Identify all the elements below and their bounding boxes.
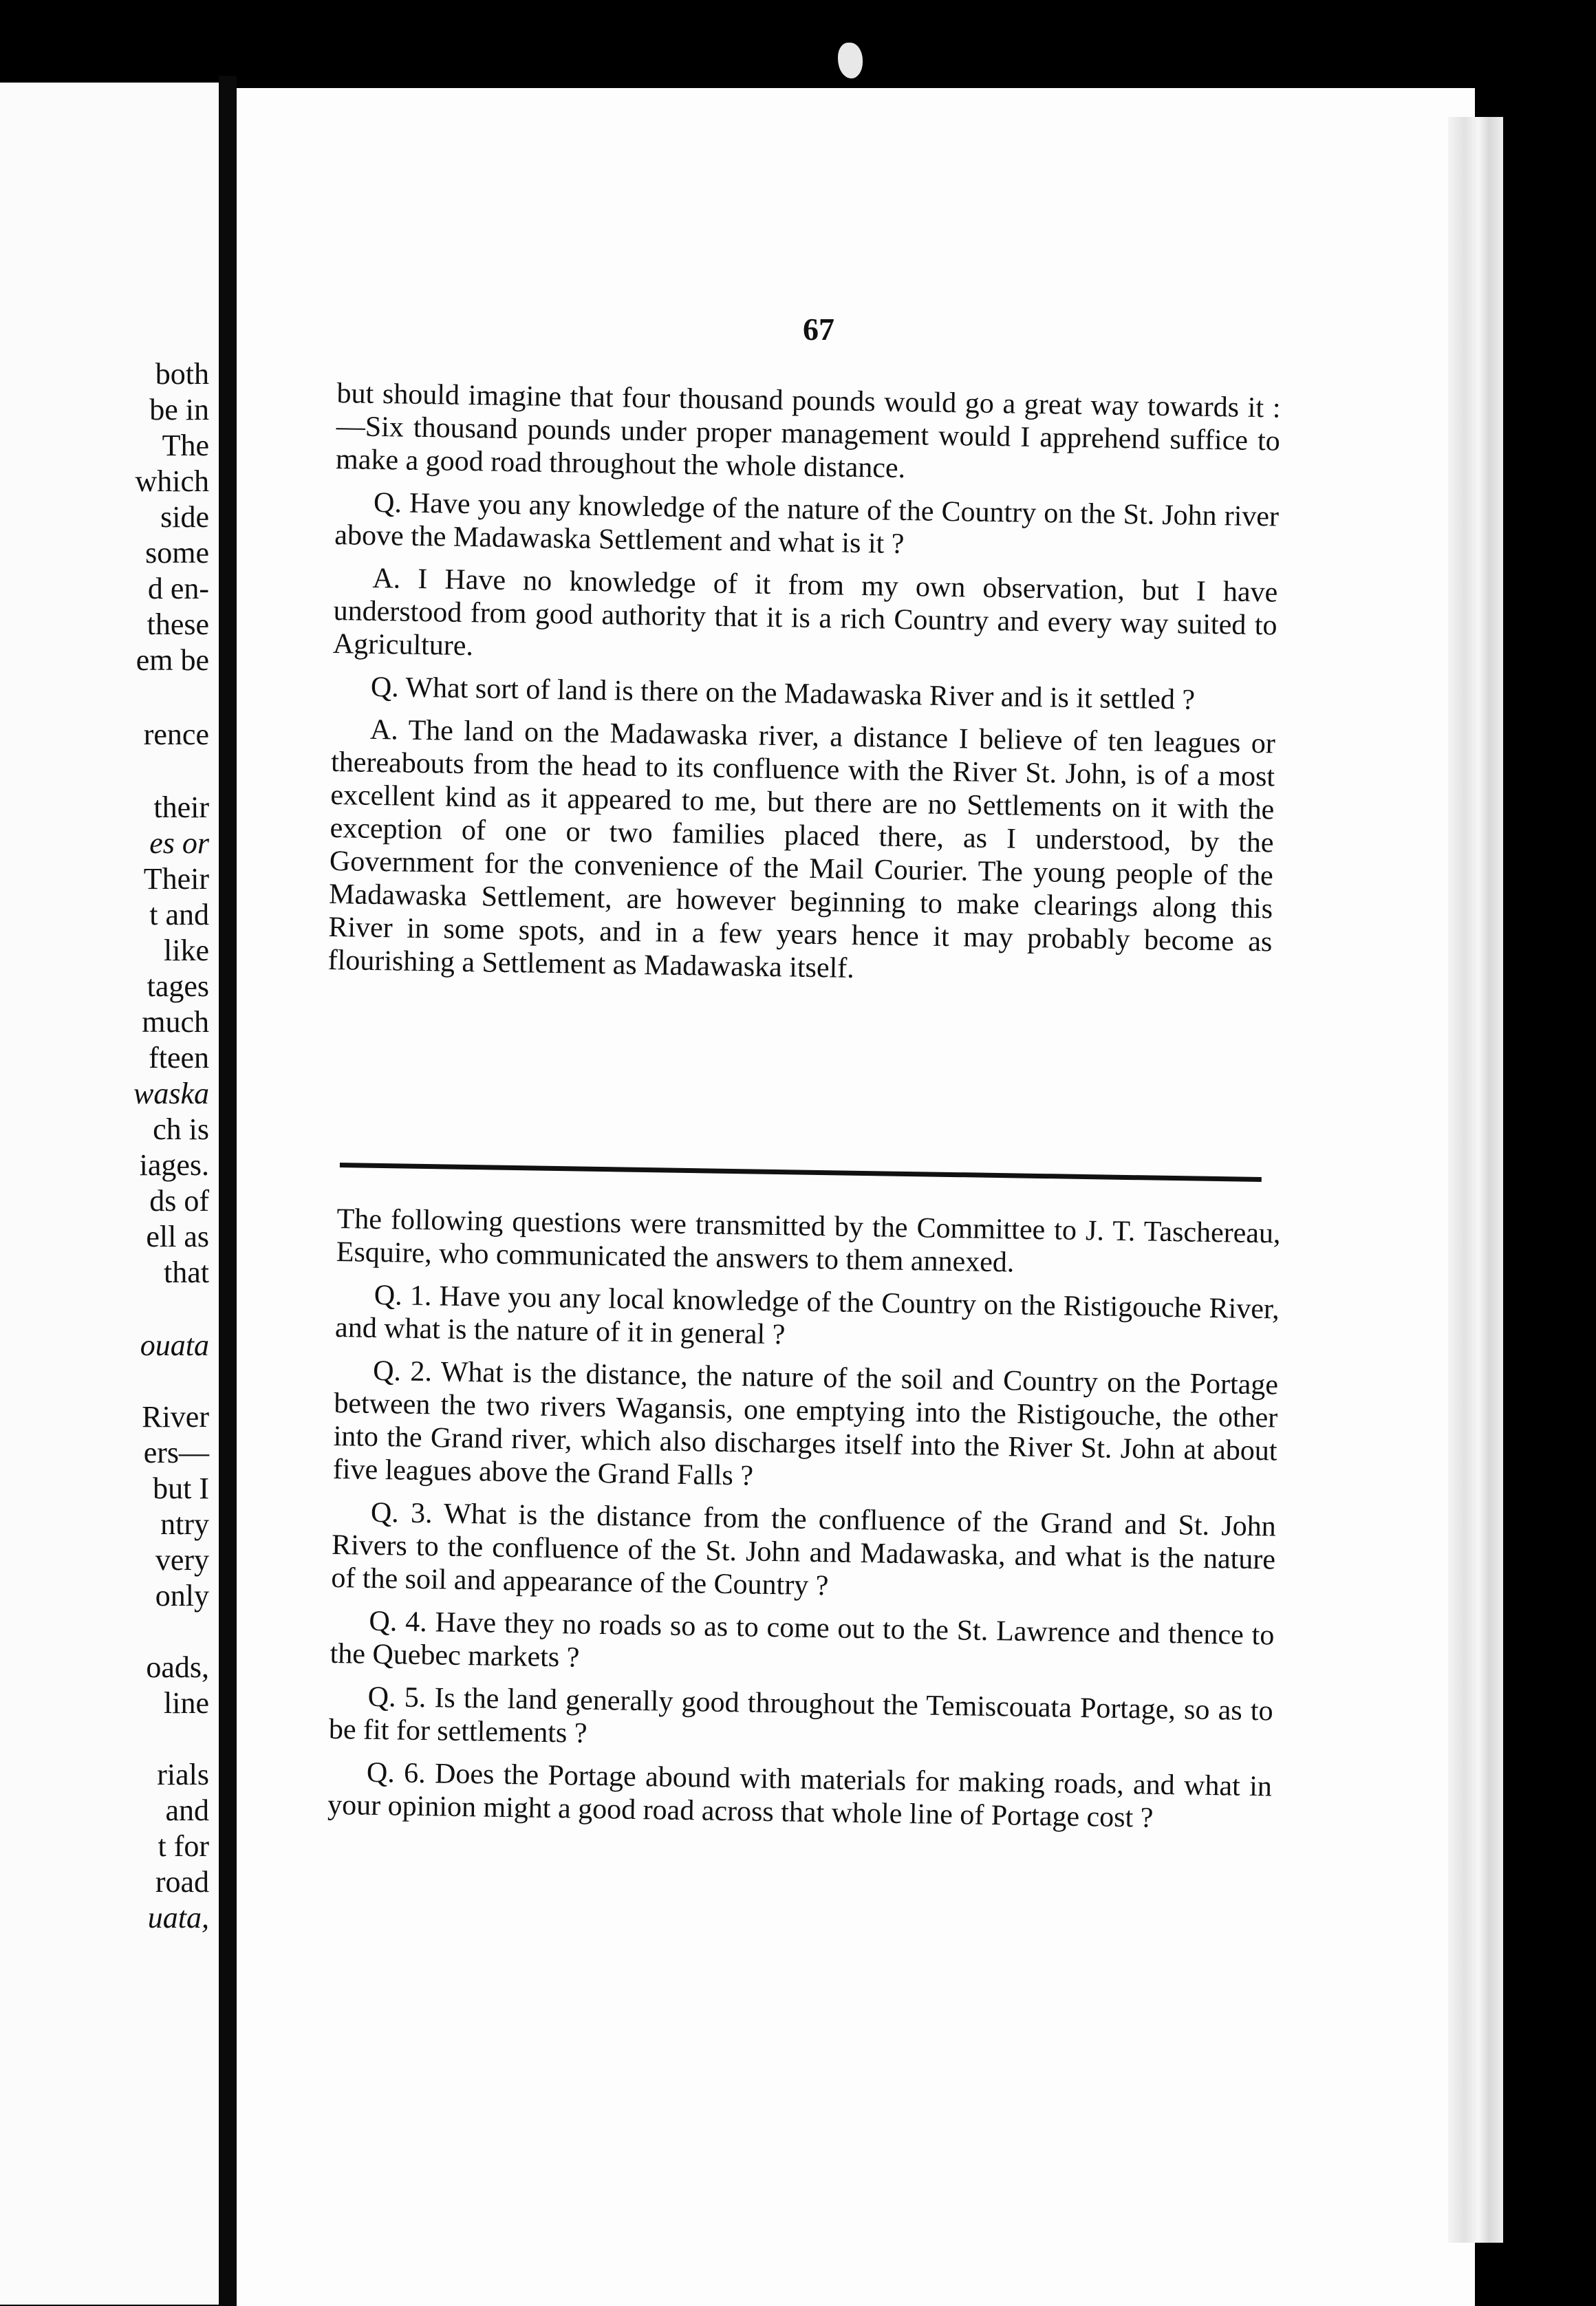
left-page-line: but I [153, 1472, 209, 1505]
left-page-line: ntry [160, 1507, 209, 1541]
left-page-line: both [155, 357, 209, 391]
left-page-line: iages. [139, 1148, 209, 1182]
left-page-line: em be [136, 643, 209, 677]
left-page-line: ouata [140, 1328, 209, 1362]
question-paragraph: Q. 4. Have they no roads so as to come out to the St. Lawrence and thence to the Quebec markets ? [330, 1605, 1275, 1674]
question-paragraph: Q. 5. Is the land generally good throughout the Temiscouata Portage, so as to be fit for settlements ? [328, 1681, 1273, 1749]
left-page-line: waska [133, 1077, 209, 1110]
left-page-line: that [164, 1256, 209, 1289]
left-page-line: road [155, 1865, 209, 1899]
page-number: 67 [803, 312, 834, 347]
left-page-line: ch is [153, 1112, 209, 1146]
left-page-line: very [155, 1543, 209, 1577]
left-page-line: rence [143, 718, 209, 751]
testimony-continued [327, 377, 1281, 1001]
paragraph: but should imagine that four thousand pounds would go a great way towards it :—Six thousand pounds under proper management would I apprehend suffice to make a good road throughout the whole distance. [335, 377, 1281, 484]
book-spine-gutter [219, 76, 237, 2306]
question-paragraph: Q. What sort of land is there on the Madawaska River and is it settled ? [370, 671, 1196, 716]
left-page-line: tages [147, 969, 209, 1003]
left-page-line: d en- [147, 572, 209, 605]
left-page-line: rials [157, 1758, 209, 1791]
left-page-line: these [147, 607, 209, 641]
ink-blot-mark [838, 43, 863, 78]
answer-paragraph: A. I Have no knowledge of it from my own observation, but I have understood from good authority that it is a rich Country and every way suited to Agriculture. [332, 562, 1278, 662]
left-page-line: Their [143, 862, 209, 896]
previous-page-fragment [0, 83, 219, 2305]
question-paragraph: Q. 3. What is the distance from the confluence of the Grand and St. John Rivers to the confluence of the St. John and Madawaska, and what is the nature of the soil and appearance of the Country ? [331, 1496, 1277, 1602]
left-page-line: much [142, 1005, 209, 1039]
left-page-line: ds of [149, 1184, 209, 1218]
intro-paragraph: The following questions were transmitted by the Committee to J. T. Taschereau, Esquire, who communicated the answers to them annexed. [336, 1203, 1281, 1279]
left-page-line: River [142, 1400, 209, 1434]
page-edges [1448, 117, 1503, 2243]
left-page-line: line [164, 1686, 209, 1720]
question-paragraph: Q. Have you any knowledge of the nature of the Country on the St. John river above the Madawaska Settlement and what is it ? [334, 486, 1280, 560]
left-page-line: fteen [149, 1041, 209, 1075]
question-paragraph: Q. 6. Does the Portage abound with materials for making roads, and what in your opinion might a good road across that whole line of Portage cost ? [327, 1756, 1273, 1834]
answer-paragraph: A. The land on the Madawaska river, a distance I believe of ten leagues or thereabouts from the head to its confluence with the River St. John, is of a most excellent kind as it appeared to me, but there are no Settlements on it with the exception of one or two families placed there, as I understood, by the Government for the convenience of the Mail Courier. The young people of the Madawaska Settlement, are however beginning to make clearings along this River in some spots, and in a few years hence it may probably become as flourishing a Settlement as Madawaska itself. [327, 713, 1276, 984]
question-paragraph: Q. 2. What is the distance, the nature of the soil and Country on the Portage between the two rivers Wagansis, one emptying into the Ristigouche, the other into the Grand river, which also discharges itself into the River St. John at about five leagues above the Grand Falls ? [332, 1355, 1279, 1492]
left-page-line: t and [149, 898, 209, 931]
left-page-line: es or [149, 826, 209, 860]
left-page-line: and [165, 1793, 209, 1827]
left-page-line: like [164, 934, 209, 967]
left-page-line: t for [158, 1829, 209, 1863]
left-page-line: ell as [146, 1220, 209, 1253]
left-page-line: their [153, 790, 209, 824]
left-page-line: which [135, 464, 209, 498]
left-page-line: oads, [146, 1650, 209, 1684]
left-page-line: some [145, 536, 209, 570]
left-page-line: ers— [143, 1436, 209, 1469]
committee-questions [327, 1203, 1281, 1846]
left-page-line: The [162, 429, 209, 462]
question-paragraph: Q. 1. Have you any local knowledge of the Country on the Ristigouche River, and what is the nature of it in general ? [334, 1279, 1280, 1351]
left-page-line: uata, [147, 1901, 209, 1935]
left-page-line: be in [149, 393, 209, 427]
left-page-line: side [160, 500, 209, 534]
left-page-line: only [155, 1579, 209, 1613]
